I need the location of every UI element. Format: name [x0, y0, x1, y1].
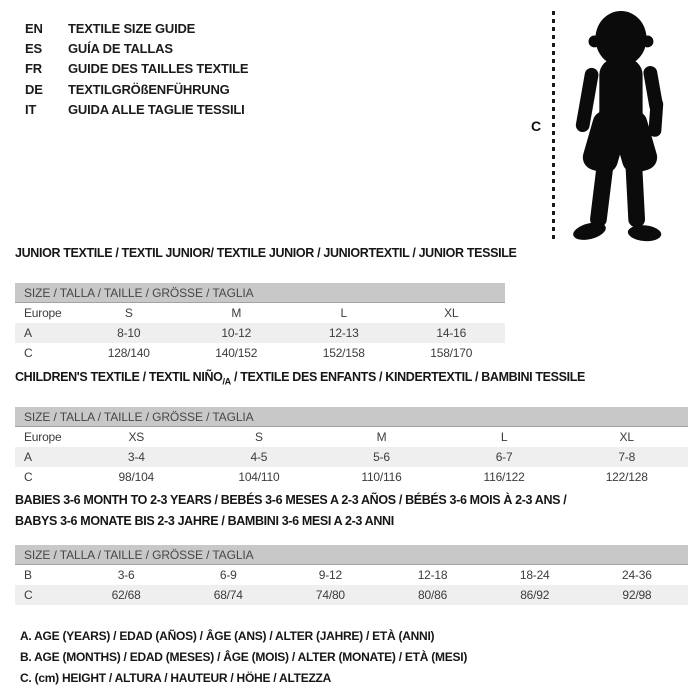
row-label-cell: B [24, 568, 32, 582]
row-label-cell: Europe [24, 430, 62, 444]
value-cell: 12-18 [417, 568, 448, 582]
children-title-subscript: /A [222, 376, 231, 387]
value-cell: 122/128 [605, 470, 648, 484]
table-row [15, 323, 505, 343]
value-cell: 128/140 [107, 346, 150, 360]
children-title-part1: CHILDREN'S TEXTILE / TEXTIL NIÑO [15, 370, 223, 384]
lang-row-en [25, 18, 248, 38]
table-row [15, 303, 505, 324]
children-section-title [15, 367, 585, 392]
value-cell: 14-16 [398, 323, 506, 343]
value-cell: 158/170 [430, 346, 473, 360]
language-title-list [25, 18, 248, 119]
value-cell: XS [128, 430, 145, 444]
value-cell: 86/92 [484, 585, 586, 605]
size-header-cell: SIZE / TALLA / TAILLE / GRÖSSE / TAGLIA [15, 545, 688, 565]
value-cell: 6-9 [219, 568, 237, 582]
height-dashed-line [552, 11, 555, 243]
value-cell: 116/122 [483, 470, 525, 484]
lang-label: GUÍA DE TALLAS [68, 40, 173, 56]
row-label-cell: A [15, 447, 75, 467]
junior-section-title: JUNIOR TEXTILE / TEXTIL JUNIOR/ TEXTILE JUNIOR / JUNIORTEXTIL / JUNIOR TESSILE [15, 246, 517, 260]
value-cell: XL [444, 306, 459, 320]
value-cell: 6-7 [443, 447, 566, 467]
value-cell: 62/68 [75, 585, 177, 605]
size-header-cell: SIZE / TALLA / TAILLE / GRÖSSE / TAGLIA [15, 407, 688, 427]
height-measure-label: C [531, 118, 542, 134]
value-cell: M [376, 430, 387, 444]
value-cell: 5-6 [320, 447, 443, 467]
lang-code: ES [25, 40, 42, 56]
value-cell: 18-24 [519, 568, 550, 582]
value-cell: 68/74 [177, 585, 279, 605]
table-row [15, 343, 505, 363]
lang-row-es [25, 38, 248, 58]
value-cell: XL [619, 430, 634, 444]
lang-label: GUIDA ALLE TAGLIE TESSILI [68, 101, 245, 117]
lang-code: DE [25, 81, 43, 97]
value-cell: L [340, 306, 347, 320]
value-cell: M [231, 306, 242, 320]
value-cell: 12-13 [290, 323, 398, 343]
lang-label: TEXTILE SIZE GUIDE [68, 20, 196, 36]
size-header-cell: SIZE / TALLA / TAILLE / GRÖSSE / TAGLIA [15, 283, 505, 303]
footnote-c: C. (cm) HEIGHT / ALTURA / HAUTEUR / HÖHE / ALTEZZA [20, 671, 332, 685]
value-cell: 4-5 [198, 447, 321, 467]
row-label-cell: C [24, 346, 33, 360]
row-label-cell: A [15, 323, 75, 343]
children-title-part2: / TEXTILE DES ENFANTS / KINDERTEXTIL / BAMBINI TESSILE [230, 370, 586, 384]
table-row [15, 585, 688, 605]
value-cell: 80/86 [381, 585, 483, 605]
lang-code: EN [25, 20, 43, 36]
value-cell: 8-10 [75, 323, 183, 343]
value-cell: L [500, 430, 508, 444]
table-header-row [15, 545, 688, 565]
baby-silhouette-icon [560, 8, 678, 246]
lang-code: FR [25, 61, 42, 77]
value-cell: 3-4 [75, 447, 198, 467]
value-cell: 7-8 [565, 447, 688, 467]
babies-section-title [15, 490, 566, 531]
measurement-figure [528, 8, 688, 250]
value-cell: 110/116 [361, 470, 402, 484]
footnotes [20, 626, 467, 689]
value-cell: 152/158 [322, 346, 365, 360]
footnote-a: A. AGE (YEARS) / EDAD (AÑOS) / ÂGE (ANS) / ALTER (JAHRE) / ETÀ (ANNI) [20, 629, 435, 643]
lang-label: TEXTILGRÖßENFÜHRUNG [68, 81, 230, 97]
table-row [15, 467, 688, 487]
footnote-b: B. AGE (MONTHS) / EDAD (MESES) / ÂGE (MOIS) / ALTER (MONATE) / ETÀ (MESI) [20, 650, 468, 664]
row-label-cell: C [15, 585, 75, 605]
table-header-row [15, 407, 688, 427]
value-cell: 92/98 [586, 585, 688, 605]
lang-code: IT [25, 101, 37, 117]
children-size-table [15, 407, 688, 487]
row-label-cell: C [24, 470, 33, 484]
row-label-cell: Europe [24, 306, 62, 320]
babies-title-line1: BABIES 3-6 MONTH TO 2-3 YEARS / BEBÉS 3-6 MESES A 2-3 AÑOS / BÉBÉS 3-6 MOIS À 2-3 ANS / [15, 493, 567, 507]
value-cell: 74/80 [279, 585, 381, 605]
table-row [15, 565, 688, 586]
table-row [15, 447, 688, 467]
table-row [15, 427, 688, 448]
value-cell: 140/152 [215, 346, 258, 360]
lang-label: GUIDE DES TAILLES TEXTILE [68, 61, 249, 77]
value-cell: 9-12 [318, 568, 342, 582]
value-cell: 3-6 [117, 568, 135, 582]
value-cell: 10-12 [183, 323, 291, 343]
junior-size-table [15, 283, 505, 363]
value-cell: S [254, 430, 263, 444]
lang-row-de [25, 79, 248, 99]
value-cell: S [124, 306, 133, 320]
value-cell: 24-36 [622, 568, 652, 582]
value-cell: 104/110 [238, 470, 280, 484]
babies-title-line2: BABYS 3-6 MONATE BIS 2-3 JAHRE / BAMBINI 3-6 MESI A 2-3 ANNI [15, 513, 394, 528]
lang-row-fr [25, 59, 248, 79]
lang-row-it [25, 99, 248, 119]
value-cell: 98/104 [118, 470, 155, 484]
babies-size-table [15, 545, 688, 605]
table-header-row [15, 283, 505, 303]
